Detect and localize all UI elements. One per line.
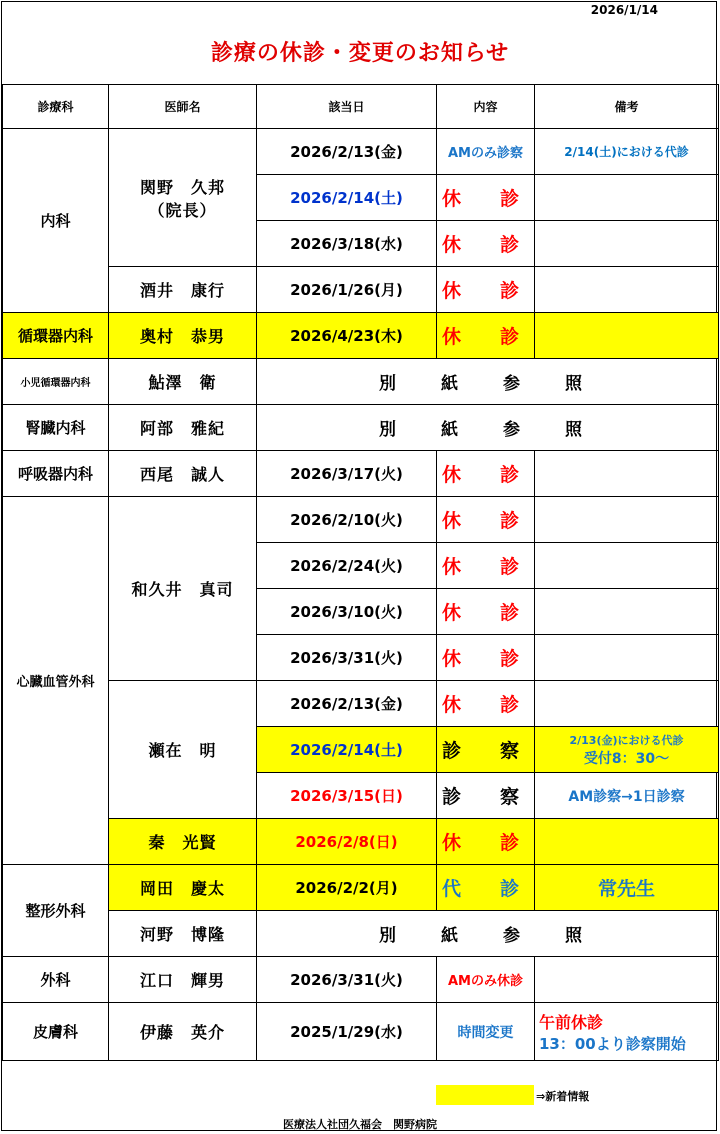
- doctor-cell: 西尾 誠人: [109, 451, 257, 497]
- reference-cell: 別 紙 参 照: [257, 359, 719, 405]
- dept-cell: 呼吸器内科: [3, 451, 109, 497]
- doctor-cell: 和久井 真司: [109, 497, 257, 681]
- doctor-cell: 酒井 康行: [109, 267, 257, 313]
- note-cell: [535, 819, 719, 865]
- table-row: [3, 681, 719, 727]
- content-cell: 休 診: [437, 543, 535, 589]
- reference-cell: 別 紙 参 照: [257, 911, 719, 957]
- note-cell: 2/14(土)における代診: [535, 129, 719, 175]
- date-cell: 2025/1/29(水): [257, 1003, 437, 1061]
- dept-cell: 心臓血管外科: [3, 497, 109, 865]
- content-cell: 休 診: [437, 221, 535, 267]
- header-department: 診療科: [3, 85, 109, 129]
- table-row: [3, 497, 719, 543]
- reference-cell: 別 紙 参 照: [257, 405, 719, 451]
- content-cell: 休 診: [437, 497, 535, 543]
- table-row: [3, 957, 719, 1003]
- doctor-cell: 瀬在 明: [109, 681, 257, 819]
- date-cell: 2026/3/15(日): [257, 773, 437, 819]
- note-cell: [535, 313, 719, 359]
- doctor-cell: 江口 輝男: [109, 957, 257, 1003]
- note-cell: [535, 635, 719, 681]
- date-cell: 2026/2/14(土): [257, 175, 437, 221]
- table-row: [3, 129, 719, 175]
- note-cell: [535, 175, 719, 221]
- footer-org: 医療法人社団久福会 関野病院: [283, 1118, 437, 1131]
- content-cell: 休 診: [437, 681, 535, 727]
- content-cell: 休 診: [437, 819, 535, 865]
- date-cell: 2026/2/8(日): [257, 819, 437, 865]
- notice-date: 2026/1/14: [590, 3, 658, 17]
- table-row: [3, 911, 719, 957]
- date-cell: 2026/3/31(火): [257, 635, 437, 681]
- dept-cell: 外科: [3, 957, 109, 1003]
- note-cell: 常先生: [535, 865, 719, 911]
- content-cell: 休 診: [437, 267, 535, 313]
- dept-cell: 皮膚科: [3, 1003, 109, 1061]
- dept-cell: 腎臓内科: [3, 405, 109, 451]
- content-cell: 診 察: [437, 773, 535, 819]
- header-note: 備考: [535, 85, 719, 129]
- content-cell: 診 察: [437, 727, 535, 773]
- legend-label: ⇒新着情報: [536, 1090, 590, 1103]
- note-cell: [535, 267, 719, 313]
- dept-cell: 循環器内科: [3, 313, 109, 359]
- table-row: [3, 865, 719, 911]
- content-cell: AMのみ休診: [437, 957, 535, 1003]
- note-cell: [535, 451, 719, 497]
- date-cell: 2026/2/13(金): [257, 681, 437, 727]
- date-cell: 2026/2/2(月): [257, 865, 437, 911]
- content-cell: 休 診: [437, 313, 535, 359]
- table-row: [3, 313, 719, 359]
- note-line-1: 2/13(金)における代診: [569, 733, 684, 747]
- header-date: 該当日: [257, 85, 437, 129]
- content-cell: 時間変更: [437, 1003, 535, 1061]
- table-row: [3, 405, 719, 451]
- header-row: [3, 85, 719, 129]
- note-cell: [535, 589, 719, 635]
- note-line-2: 13：00より診察開始: [539, 1034, 686, 1053]
- date-cell: 2026/4/23(木): [257, 313, 437, 359]
- schedule-table: [2, 84, 719, 1061]
- date-cell: 2026/2/24(火): [257, 543, 437, 589]
- note-cell: [535, 681, 719, 727]
- doctor-name: 関野 久邦: [139, 177, 225, 197]
- note-cell: [535, 221, 719, 267]
- doctor-cell: 奥村 恭男: [109, 313, 257, 359]
- note-cell: [535, 727, 719, 773]
- dept-cell: 内科: [3, 129, 109, 313]
- table-row: [3, 267, 719, 313]
- content-cell: 休 診: [437, 175, 535, 221]
- note-line-1: 午前休診: [539, 1012, 604, 1032]
- table-row: [3, 1003, 719, 1061]
- date-cell: 2026/3/10(火): [257, 589, 437, 635]
- doctor-cell: 秦 光賢: [109, 819, 257, 865]
- doctor-cell: 鮎澤 衛: [109, 359, 257, 405]
- doctor-cell: 伊藤 英介: [109, 1003, 257, 1061]
- dept-cell: 整形外科: [3, 865, 109, 957]
- doctor-cell: 阿部 雅紀: [109, 405, 257, 451]
- date-cell: 2026/3/31(火): [257, 957, 437, 1003]
- doctor-cell: [109, 129, 257, 267]
- table-row: [3, 359, 719, 405]
- note-cell: [535, 543, 719, 589]
- content-cell: 休 診: [437, 451, 535, 497]
- note-cell: AM診察→1日診察: [535, 773, 719, 819]
- table-row: [3, 819, 719, 865]
- date-cell: 2026/2/10(火): [257, 497, 437, 543]
- date-cell: 2026/2/14(土): [257, 727, 437, 773]
- content-cell: AMのみ診察: [437, 129, 535, 175]
- doctor-cell: 岡田 慶太: [109, 865, 257, 911]
- date-cell: 2026/3/17(火): [257, 451, 437, 497]
- content-cell: 代 診: [437, 865, 535, 911]
- header-doctor: 医師名: [109, 85, 257, 129]
- note-cell: [535, 497, 719, 543]
- date-cell: 2026/1/26(月): [257, 267, 437, 313]
- note-cell: [535, 1003, 719, 1061]
- note-cell: [535, 957, 719, 1003]
- date-cell: 2026/2/13(金): [257, 129, 437, 175]
- legend-swatch: [436, 1085, 534, 1105]
- doctor-title: （院長）: [148, 200, 217, 220]
- header-content: 内容: [437, 85, 535, 129]
- content-cell: 休 診: [437, 589, 535, 635]
- dept-cell: 小児循環器内科: [3, 359, 109, 405]
- doctor-cell: 河野 博隆: [109, 911, 257, 957]
- note-line-2: 受付8：30～: [583, 750, 670, 767]
- date-cell: 2026/3/18(水): [257, 221, 437, 267]
- table-row: [3, 451, 719, 497]
- content-cell: 休 診: [437, 635, 535, 681]
- page-title: 診療の休診・変更のお知らせ: [210, 41, 510, 66]
